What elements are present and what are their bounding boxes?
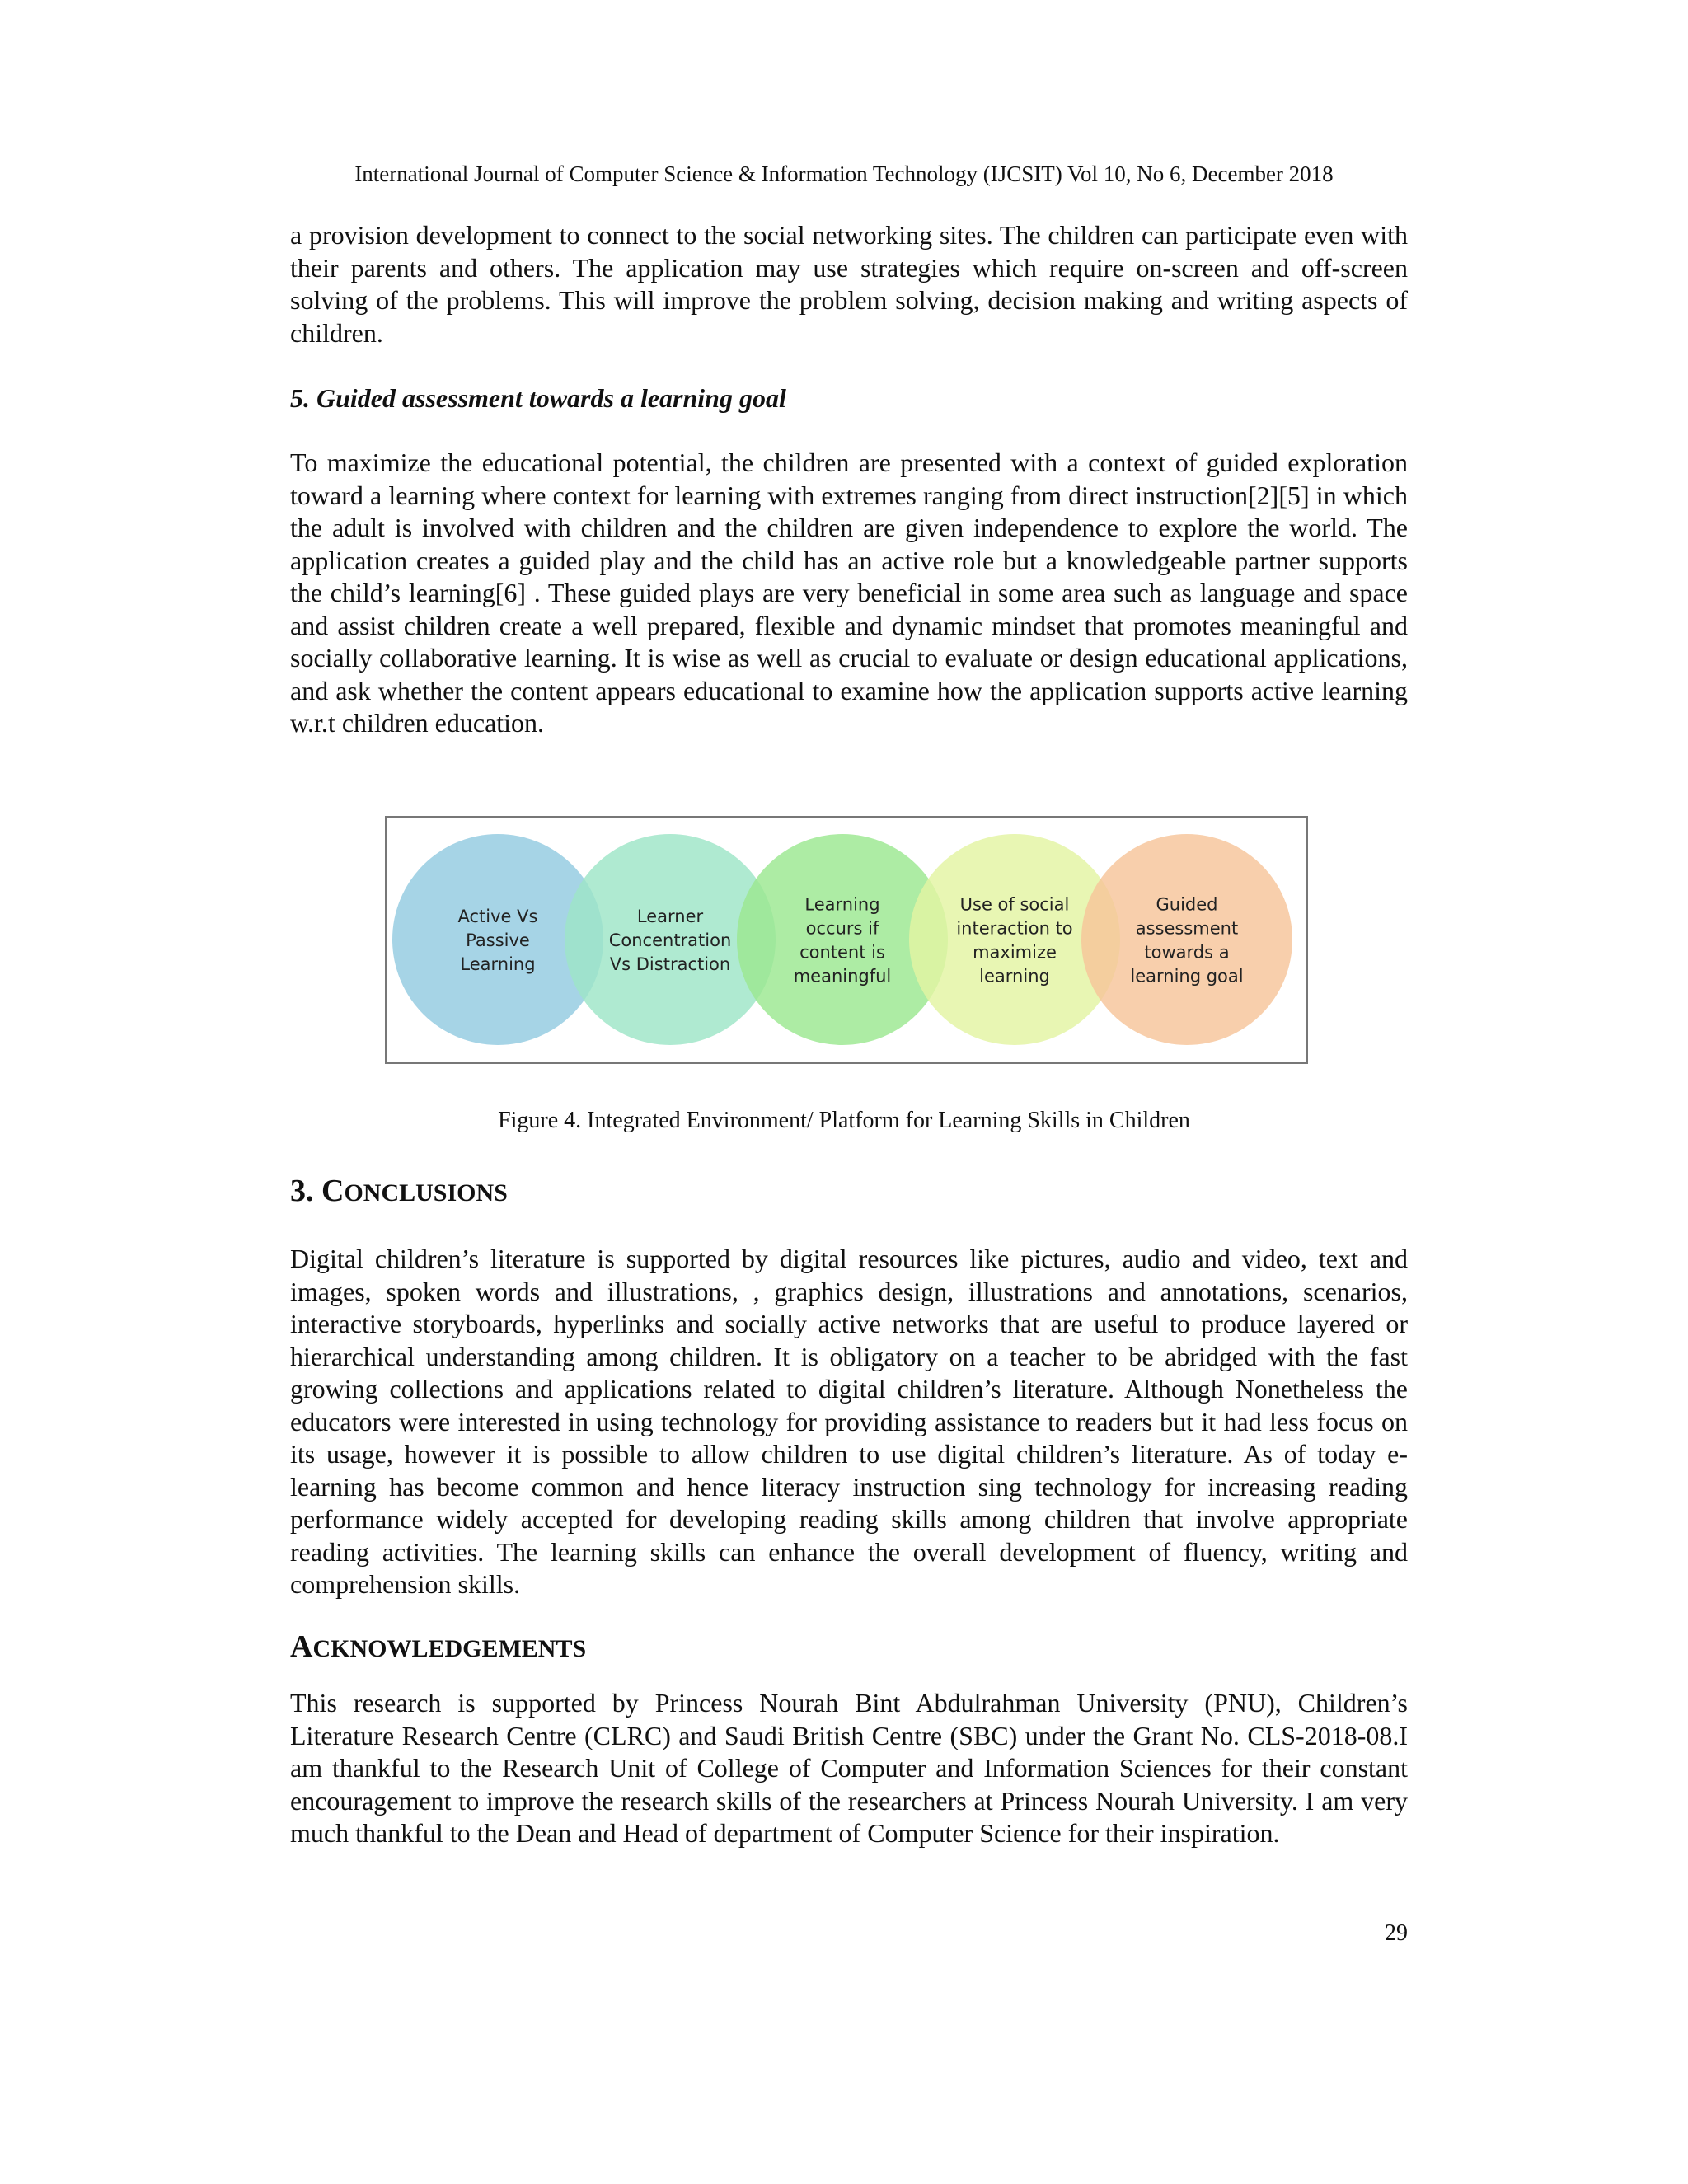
concept-circle-label: Learner	[636, 907, 704, 926]
conclusions-title-rest: ONCLUSIONS	[344, 1179, 508, 1207]
concept-circle-label: Use of social	[959, 894, 1070, 915]
figure-diagram	[385, 816, 1308, 1064]
concept-circle-label: Passive	[466, 930, 530, 950]
concept-circle-label: meaningful	[793, 966, 892, 987]
subsection-paragraph: To maximize the educational potential, the children are presented with a context of guided exploration toward a learning where context for learning with extremes ranging from direct instruction[2][5] in which the adult is involved with children and the children are given independence to explore the world. The application creates a guided play and the child has an active role but a knowledgeable partner supports the child’s learning[6] . These guided plays are very beneficial in some area such as language and space and assist children create a well prepared, flexible and dynamic mindset that promotes meaningful and socially collaborative learning. It is wise as well as crucial to evaluate or design educational applications, and ask whether the content appears educational to examine how the application supports active learning w.r.t children education.	[290, 448, 1408, 738]
venn-circles-diagram	[387, 818, 1306, 1062]
intro-paragraph: a provision development to connect to the social networking sites. The children can participate even with their parents and others. The application may use strategies which require on-screen and off-screen solving of the problems. This will improve the problem solving, decision making and writing aspects of children.	[290, 220, 1408, 348]
subsection-title: 5. Guided assessment towards a learning goal	[290, 383, 786, 413]
concept-circle-label: learning	[979, 966, 1050, 987]
acknowledgements-title-rest: CKNOWLEDGEMENTS	[312, 1635, 587, 1662]
acknowledgements-heading-block	[290, 1629, 1408, 1667]
concept-circle	[1081, 834, 1292, 1045]
concept-circle-label: occurs if	[805, 918, 879, 939]
conclusions-heading-block	[290, 1173, 1408, 1212]
acknowledgements-title-initial: A	[290, 1629, 313, 1664]
acknowledgements-block	[290, 1687, 1408, 1850]
concept-circle-label: Learning	[460, 954, 536, 974]
page-number: 29	[1385, 1920, 1408, 1946]
concept-circle-label: assessment	[1135, 918, 1239, 939]
subsection-heading-block	[290, 382, 1408, 415]
subsection-block	[290, 447, 1408, 740]
figure-caption: Figure 4. Integrated Environment/ Platform for Learning Skills in Children	[498, 1108, 1190, 1133]
concept-circle-label: Concentration	[608, 930, 732, 950]
concept-circle-label: maximize	[973, 942, 1057, 963]
running-header: International Journal of Computer Science & Information Technology (IJCSIT) Vol 10, No 6, December 2018	[354, 162, 1334, 186]
acknowledgements-paragraph: This research is supported by Princess Nourah Bint Abdulrahman University (PNU), Children’s Literature Research Centre (CLRC) and Saudi British Centre (SBC) under the Grant No. CLS-2018-08.I am thankful to the Research Unit of College of Computer and Information Sciences for their constant encouragement to improve the research skills of the researchers at Princess Nourah University. I am very much thankful to the Dean and Head of department of Computer Science for their inspiration.	[290, 1688, 1408, 1848]
conclusions-number: 3.	[290, 1174, 314, 1208]
conclusions-heading	[290, 1173, 1408, 1212]
concept-circle-label: towards a	[1144, 942, 1230, 963]
concept-circle-label: content is	[799, 942, 885, 963]
intro-block	[290, 219, 1408, 349]
concept-circle-label: learning goal	[1130, 966, 1244, 987]
conclusions-block	[290, 1243, 1408, 1601]
conclusions-title-initial: C	[321, 1174, 345, 1208]
acknowledgements-heading	[290, 1629, 1408, 1667]
conclusions-paragraph: Digital children’s literature is supported by digital resources like pictures, audio and video, text and images, spoken words and illustrations, , graphics design, illustrations and annotations, scenarios, interactive storyboards, hyperlinks and socially active networks that are useful to produce layered or hierarchical understanding among children. It is obligatory on a teacher to be abridged with the fast growing collections and applications related to digital children’s literature. Although Nonetheless the educators were interested in using technology for providing assistance to readers but it had less focus on its usage, however it is possible to allow children to use digital children’s literature. As of today e-learning has become common and hence literacy instruction sing technology for increasing reading performance widely accepted for developing reading skills among children that involve appropriate reading activities. The learning skills can enhance the overall development of fluency, writing and comprehension skills.	[290, 1244, 1408, 1599]
concept-circle-label: Vs Distraction	[609, 954, 731, 974]
concept-circle-label: Guided	[1156, 894, 1218, 915]
concept-circle-label: interaction to	[956, 918, 1073, 939]
concept-circle-label: Learning	[804, 894, 880, 915]
concept-circle-label: Active Vs	[457, 907, 538, 926]
